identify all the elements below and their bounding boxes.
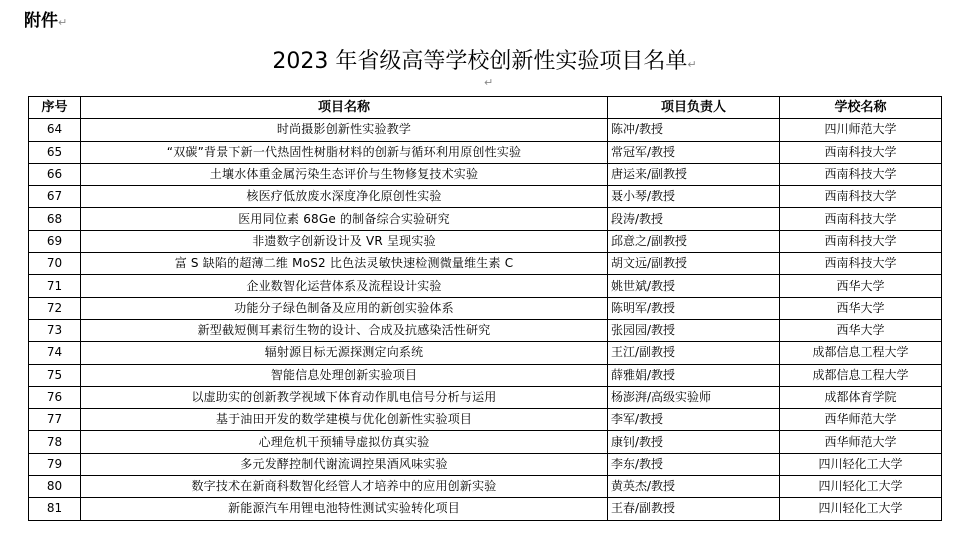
table-row	[29, 319, 942, 341]
project-name: 非遗数字创新设计及 VR 呈现实验	[81, 230, 608, 252]
school-name: 成都信息工程大学	[780, 364, 942, 386]
page-title: 2023 年省级高等学校创新性实验项目名单↵	[272, 49, 697, 74]
project-name: 时尚摄影创新性实验教学	[81, 119, 608, 141]
header-project-name: 项目名称	[81, 97, 608, 119]
project-name: 核医疗低放废水深度净化原创性实验	[81, 186, 608, 208]
project-name: 企业数智化运营体系及流程设计实验	[81, 275, 608, 297]
table-row	[29, 386, 942, 408]
school-name: 西南科技大学	[780, 208, 942, 230]
row-number: 73	[29, 319, 81, 341]
row-number: 67	[29, 186, 81, 208]
table-row	[29, 342, 942, 364]
project-name: 富 S 缺陷的超薄二维 MoS2 比色法灵敏快速检测微量维生素 C	[81, 253, 608, 275]
school-name: 四川轻化工大学	[780, 453, 942, 475]
table-row	[29, 453, 942, 475]
school-name: 四川轻化工大学	[780, 498, 942, 520]
table-row	[29, 476, 942, 498]
row-number: 76	[29, 386, 81, 408]
project-lead: 李军/教授	[608, 409, 780, 431]
table-row	[29, 364, 942, 386]
school-name: 成都信息工程大学	[780, 342, 942, 364]
project-lead: 王春/副教授	[608, 498, 780, 520]
row-number: 71	[29, 275, 81, 297]
row-number: 74	[29, 342, 81, 364]
project-name: 新型截短侧耳素衍生物的设计、合成及抗感染活性研究	[81, 319, 608, 341]
project-lead: 陈明军/教授	[608, 297, 780, 319]
school-name: 西华师范大学	[780, 409, 942, 431]
project-name: 土壤水体重金属污染生态评价与生物修复技术实验	[81, 163, 608, 185]
table-row	[29, 275, 942, 297]
project-lead: 陈冲/教授	[608, 119, 780, 141]
project-name: 辐射源目标无源探测定向系统	[81, 342, 608, 364]
table-header-row	[29, 97, 942, 119]
project-lead: 常冠军/教授	[608, 141, 780, 163]
row-number: 75	[29, 364, 81, 386]
paragraph-mark: ↵	[484, 76, 494, 89]
project-name: 心理危机干预辅导虚拟仿真实验	[81, 431, 608, 453]
row-number: 79	[29, 453, 81, 475]
row-number: 80	[29, 476, 81, 498]
row-number: 77	[29, 409, 81, 431]
school-name: 西南科技大学	[780, 186, 942, 208]
header-project-lead: 项目负责人	[608, 97, 780, 119]
project-lead: 王江/副教授	[608, 342, 780, 364]
table-row	[29, 253, 942, 275]
table-row	[29, 186, 942, 208]
project-lead: 张园园/教授	[608, 319, 780, 341]
school-name: 西华大学	[780, 297, 942, 319]
table-row	[29, 498, 942, 520]
row-number: 81	[29, 498, 81, 520]
row-number: 78	[29, 431, 81, 453]
project-lead: 杨澎湃/高级实验师	[608, 386, 780, 408]
row-number: 66	[29, 163, 81, 185]
school-name: 四川轻化工大学	[780, 476, 942, 498]
project-name: 数字技术在新商科数智化经管人才培养中的应用创新实验	[81, 476, 608, 498]
project-name: 以虚助实的创新教学视域下体育动作肌电信号分析与运用	[81, 386, 608, 408]
row-number: 69	[29, 230, 81, 252]
project-lead: 黄英杰/教授	[608, 476, 780, 498]
school-name: 西华师范大学	[780, 431, 942, 453]
row-number: 70	[29, 253, 81, 275]
project-name: 新能源汽车用锂电池特性测试实验转化项目	[81, 498, 608, 520]
project-name: 多元发酵控制代谢流调控果酒风味实验	[81, 453, 608, 475]
row-number: 72	[29, 297, 81, 319]
attachment-label: 附件↵	[24, 11, 68, 31]
project-table	[28, 96, 942, 521]
table-row	[29, 141, 942, 163]
header-school-name: 学校名称	[780, 97, 942, 119]
project-lead: 李东/教授	[608, 453, 780, 475]
table-row	[29, 163, 942, 185]
school-name: 西华大学	[780, 275, 942, 297]
project-lead: 邱意之/副教授	[608, 230, 780, 252]
school-name: 西华大学	[780, 319, 942, 341]
school-name: 西南科技大学	[780, 230, 942, 252]
school-name: 西南科技大学	[780, 253, 942, 275]
school-name: 四川师范大学	[780, 119, 942, 141]
row-number: 68	[29, 208, 81, 230]
table-row	[29, 431, 942, 453]
school-name: 西南科技大学	[780, 141, 942, 163]
table-row	[29, 297, 942, 319]
project-lead: 唐运来/副教授	[608, 163, 780, 185]
project-name: “双碳”背景下新一代热固性树脂材料的创新与循环利用原创性实验	[81, 141, 608, 163]
table-body	[29, 119, 942, 520]
header-no: 序号	[29, 97, 81, 119]
project-lead: 胡文远/副教授	[608, 253, 780, 275]
project-lead: 薛雅娟/教授	[608, 364, 780, 386]
project-name: 基于油田开发的数学建模与优化创新性实验项目	[81, 409, 608, 431]
project-lead: 段涛/教授	[608, 208, 780, 230]
table-row	[29, 409, 942, 431]
project-name: 医用同位素 68Ge 的制备综合实验研究	[81, 208, 608, 230]
project-name: 智能信息处理创新实验项目	[81, 364, 608, 386]
school-name: 西南科技大学	[780, 163, 942, 185]
school-name: 成都体育学院	[780, 386, 942, 408]
project-name: 功能分子绿色制备及应用的新创实验体系	[81, 297, 608, 319]
table-row	[29, 208, 942, 230]
table-row	[29, 230, 942, 252]
project-lead: 姚世斌/教授	[608, 275, 780, 297]
table-row	[29, 119, 942, 141]
row-number: 65	[29, 141, 81, 163]
project-lead: 康钊/教授	[608, 431, 780, 453]
project-lead: 聂小琴/教授	[608, 186, 780, 208]
row-number: 64	[29, 119, 81, 141]
